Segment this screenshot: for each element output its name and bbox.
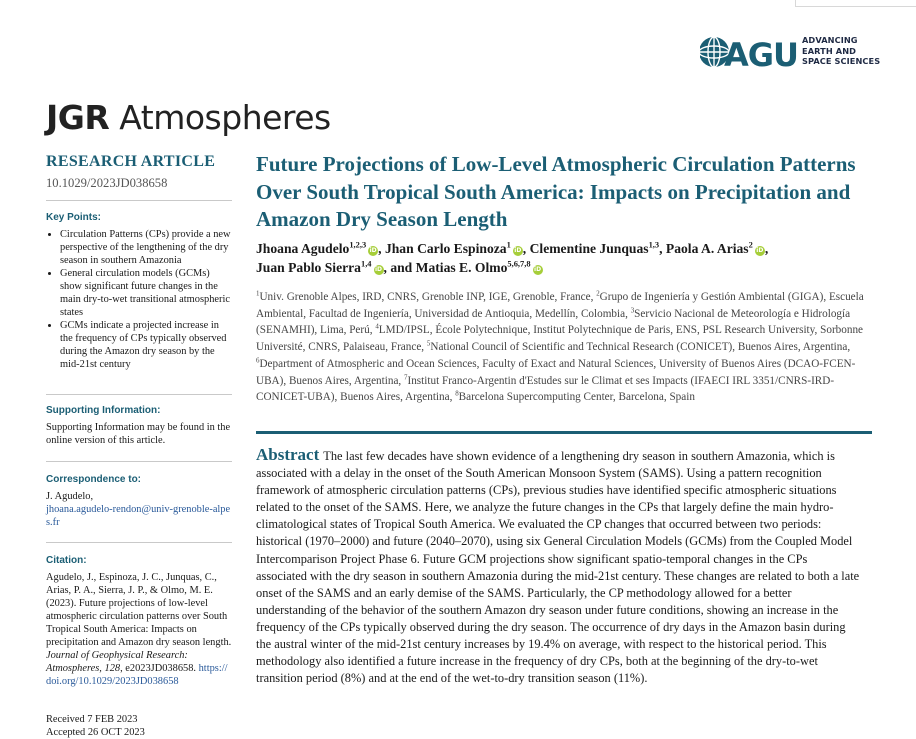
author-name: Paola A. Arias — [665, 241, 749, 256]
affiliation-number: 4 — [375, 322, 379, 331]
affiliation-number: 7 — [404, 372, 408, 381]
affiliation-text: Barcelona Supercomputing Center, Barcelona, Spain — [458, 391, 695, 404]
orcid-icon[interactable]: iD — [756, 247, 764, 254]
citation-volume: 128 — [104, 663, 121, 674]
article-title: Future Projections of Low-Level Atmospheric Circulation Patterns Over South Tropical South America: Impacts on Precipitation and Amazon Dry Season Length — [256, 152, 856, 231]
affiliation-text: LMD/IPSL, École Polytechnique, Institut Polytechnique de Paris, ENS, PSL Research University, Sorbonne Université, CNRS, Palaiseau, France, — [256, 324, 864, 354]
article-dates — [46, 713, 232, 739]
svg-text:AGU: AGU — [724, 36, 799, 72]
author-name: Matias E. Olmo — [415, 260, 508, 275]
supporting-information — [46, 404, 232, 447]
journal-name-bold: JGR — [46, 98, 110, 137]
agu-tagline-line: EARTH AND — [802, 45, 857, 56]
citation — [46, 554, 232, 688]
orcid-icon[interactable]: iD — [534, 266, 542, 273]
orcid-icon[interactable]: iD — [514, 247, 522, 254]
received-date: Received 7 FEB 2023 — [46, 714, 138, 725]
citation-journal: Journal of Geophysical Research: Atmospheres — [46, 650, 188, 674]
key-points-list — [46, 228, 232, 371]
affiliation-number: 5 — [426, 339, 431, 348]
orcid-icon[interactable]: iD — [369, 247, 377, 254]
author-name: Jhan Carlo Espinoza — [384, 241, 507, 256]
abstract-rule — [256, 431, 872, 434]
affiliation-text: Servicio Nacional de Meteorología e Hidrología (SENAMHI), Lima, Perú, — [256, 307, 851, 337]
author-list: Jhoana Agudelo$^{1,2,3}$iD, Jhan Carlo Espinoza$^1$iD, Clementine Junquas$^{1,3}$, Paola A. Arias$^2$iD, Juan Pablo Sierra$^{1,4}$iD, and Matias E. Olmo$^{5,6,7,8}$iD — [256, 239, 769, 275]
affiliation-text: National Council of Scientific and Technical Research (CONICET), Buenos Aires, Argentina, — [430, 341, 851, 354]
affiliation-number: 8 — [455, 389, 459, 398]
agu-tagline-line: ADVANCING — [802, 35, 858, 45]
correspondence-email-link[interactable]: jhoana.agudelo-rendon@univ-grenoble-alpes.fr — [46, 504, 231, 528]
citation-text-end: , e2023JD038658. — [120, 663, 196, 674]
abstract-text: The last few decades have shown evidence of a lengthening dry season in southern Amazonia, which is associated with a delay in the onset of the South American Monsoon System (SAMS). Using a pattern recognition framework of atmospheric circulation patterns (CPs), previous studies have identified specific atmospheric situations related to the onset of the SAMS. Here, we analyze the future changes in the CPs that largely define the main hydro-climatological states of Tropical South America. We evaluated the CP changes that occurred between two periods: historical (1970–2000) and future (2040–2070), using six General Circulation Models (GCMs) from the Coupled Model Intercomparison Project Phase 6. Future GCM projections show significant spatio-temporal changes in the CPs associated with the dry season in southern Amazonia during the mid-21st century. These changes are related to both a late onset of the SAMS and an early demise of the SAMS. Particularly, the CP methodology allowed for a better understanding of the behavior of the southern Amazon dry season under future conditions, showing an increase in the frequency of the CPs typically observed during the dry season. The occurrence of dry days in the Amazon basin during the austral winter of the mid-21st century increases by 19.4% on average, with respect to the historical period. This methodology also identified a future increase in the frequency of dry CPs, both at the beginning of the dry-to-wet transition period (8%) and at the end of the wet-to-dry transition season (11%). — [256, 449, 860, 686]
agu-tagline-line: SPACE SCIENCES — [802, 56, 881, 66]
divider — [46, 200, 232, 201]
affiliation-number: 6 — [256, 356, 260, 365]
divider — [46, 461, 232, 462]
agu-globe-icon — [700, 32, 800, 72]
abstract-heading: Abstract — [256, 445, 320, 464]
abstract — [256, 446, 860, 687]
key-points-heading: Key Points: — [46, 212, 102, 223]
author-affiliation-sup: 2 — [748, 239, 753, 250]
author-affiliation-sup: 5,6,7,8 — [507, 258, 531, 269]
affiliation-number: 3 — [630, 305, 635, 314]
author-affiliation-sup: 1,4 — [360, 258, 372, 269]
affiliations — [256, 289, 872, 406]
author-name: Juan Pablo Sierra — [256, 260, 361, 275]
affiliation-text: Department of Atmospheric and Ocean Sciences, Faculty of Exact and Natural Sciences, University of Buenos Aires (DCAO-FCEN-UBA), Buenos Aires, Argentina, — [256, 357, 856, 387]
affiliation-text: Univ. Grenoble Alpes, IRD, CNRS, Grenoble INP, IGE, Grenoble, France, — [259, 291, 597, 303]
agu-tagline — [802, 35, 880, 67]
author-affiliation-sup: 1,3 — [648, 239, 660, 250]
affiliation-text: Grupo de Ingeniería y Gestión Ambiental (GIGA), Escuela Ambiental, Facultad de Ingeniería, Universidad de Antioquia, Medellín, Colombia, — [256, 291, 864, 320]
article-type: RESEARCH ARTICLE — [46, 153, 216, 170]
correspondence-heading: Correspondence to: — [46, 474, 142, 485]
author-affiliation-sup: 1 — [506, 239, 511, 250]
divider — [46, 542, 232, 543]
key-points — [46, 211, 232, 371]
accepted-date: Accepted 26 OCT 2023 — [46, 727, 145, 738]
divider — [46, 394, 232, 395]
supporting-text: Supporting Information may be found in the online version of this article. — [46, 422, 231, 446]
citation-text: Agudelo, J., Espinoza, J. C., Junquas, C., Arias, P. A., Sierra, J. P., & Olmo, M. E. (2023). Future projections of low-level atmospheric circulation patterns over South Tropical South America: Impacts on precipitation and Amazon dry season length. Journal of Geophysical Research: Atmospheres, 128, e2023JD038658. https://doi.org/10.1029/2023JD038658 — [46, 572, 232, 687]
citation-text-start: Agudelo, J., Espinoza, J. C., Junquas, C., Arias, P. A., Sierra, J. P., & Olmo, M. E. (2023). Future projections of low-level atmospheric circulation patterns over South Tropical South America: Impacts on precipitation and Amazon dry season length. — [46, 572, 232, 648]
correspondence — [46, 473, 232, 529]
supporting-heading: Supporting Information: — [46, 405, 161, 416]
affiliation-text: Institut Franco-Argentin d'Estudes sur le Climat et ses Impacts (IFAECI IRL 3351/CNRS-IRD-CONICET-UBA), Buenos Aires, Argentina, — [256, 374, 835, 404]
correspondence-name: J. Agudelo, — [46, 491, 94, 502]
author-name: Clementine Junquas — [529, 241, 649, 256]
page-corner-rule — [795, 0, 916, 7]
author-affiliation-sup: 1,2,3 — [349, 239, 367, 250]
author-name: Jhoana Agudelo — [256, 241, 350, 256]
article-doi: 10.1029/2023JD038658 — [46, 176, 168, 190]
affiliation-number: 2 — [596, 289, 600, 298]
key-point-item: • General circulation models (GCMs) show significant future changes in the main dry-to-wet transitional atmospheric states — [60, 267, 232, 319]
journal-name-rest: Atmospheres — [119, 98, 331, 137]
key-point-item: • Circulation Patterns (CPs) provide a new perspective of the lengthening of the dry season in southern Amazonia — [60, 228, 232, 267]
citation-doi-link[interactable]: https://doi.org/10.1029/2023JD038658 — [46, 663, 228, 687]
orcid-icon[interactable]: iD — [374, 266, 383, 273]
key-point-item: • GCMs indicate a projected increase in the frequency of CPs typically observed during the Amazon dry season by the mid-21st century — [60, 319, 232, 371]
journal-name — [46, 98, 331, 137]
citation-heading: Citation: — [46, 555, 87, 566]
affiliation-number: 1 — [256, 289, 260, 298]
